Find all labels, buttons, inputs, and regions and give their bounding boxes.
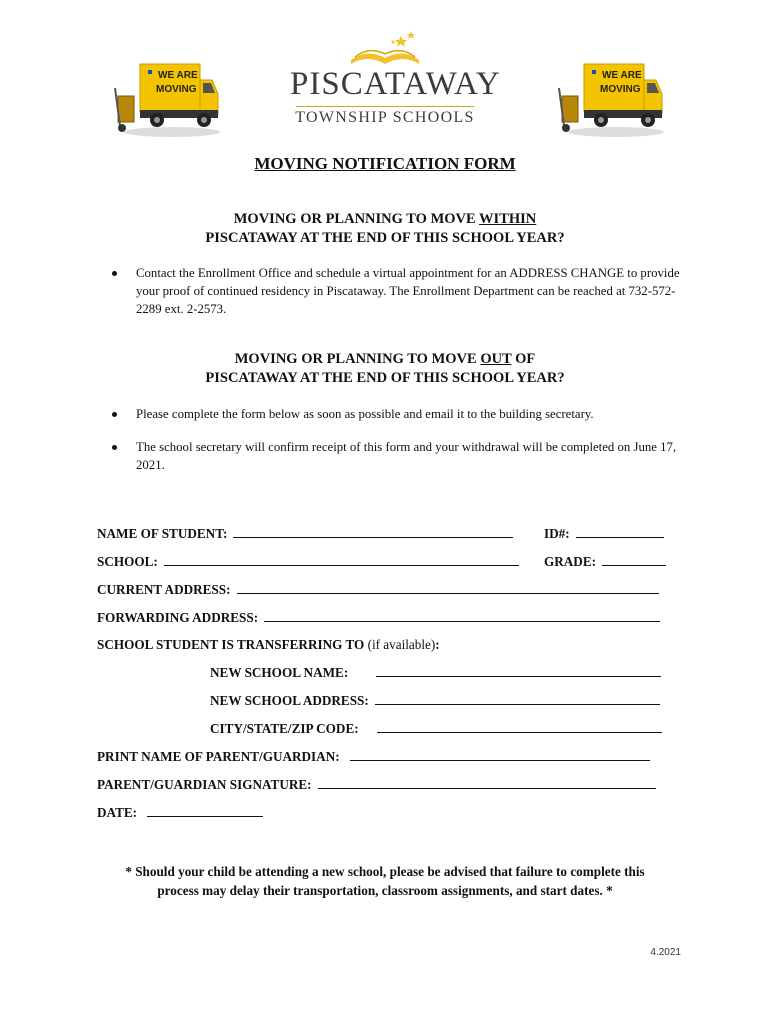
field-blank-line[interactable] <box>264 609 660 622</box>
field-blank-line[interactable] <box>318 776 656 789</box>
heading-emphasis: WITHIN <box>479 211 537 227</box>
field-label: CURRENT ADDRESS: <box>97 582 231 597</box>
section-out-heading <box>0 350 770 388</box>
heading-text-end: OF <box>511 351 536 367</box>
field-label: NEW SCHOOL NAME: <box>210 665 349 680</box>
heading-text: MOVING OR PLANNING TO MOVE <box>233 211 480 227</box>
print-name-parent-field[interactable] <box>97 748 650 766</box>
heading-emphasis: OUT <box>480 351 512 367</box>
truck-sign-line2: MOVING <box>156 84 197 95</box>
bullet-dot-icon <box>112 271 117 276</box>
field-label: PRINT NAME OF PARENT/GUARDIAN: <box>97 749 340 764</box>
field-label: SCHOOL: <box>97 554 158 569</box>
field-label: NAME OF STUDENT: <box>97 526 228 541</box>
notice-line1: * Should your child be attending a new school, please be advised that failure to complete this <box>125 864 645 879</box>
field-label: SCHOOL STUDENT IS TRANSFERRING TO <box>97 637 365 652</box>
field-blank-line[interactable] <box>147 804 263 817</box>
open-book-icon <box>345 30 425 66</box>
grade-field[interactable] <box>544 553 666 571</box>
bullet-dot-icon <box>112 445 117 450</box>
parent-signature-field[interactable] <box>97 776 656 794</box>
field-label: DATE: <box>97 805 138 820</box>
field-label: PARENT/GUARDIAN SIGNATURE: <box>97 777 312 792</box>
section-within-heading <box>0 210 770 248</box>
truck-sign-line2: MOVING <box>600 84 641 95</box>
date-field[interactable] <box>97 804 263 822</box>
field-blank-line[interactable] <box>233 525 513 538</box>
heading-text: MOVING OR PLANNING TO MOVE <box>234 351 481 367</box>
city-state-zip-field[interactable] <box>210 720 662 738</box>
logo-sub-text: TOWNSHIP SCHOOLS <box>295 109 475 126</box>
field-label: FORWARDING ADDRESS: <box>97 610 259 625</box>
moving-truck-left-illustration <box>112 58 222 138</box>
field-label: NEW SCHOOL ADDRESS: <box>210 693 369 708</box>
bullet-text: Please complete the form below as soon as possible and email it to the building secretary. <box>136 407 594 421</box>
field-label: ID#: <box>544 526 570 541</box>
heading-line2: PISCATAWAY AT THE END OF THIS SCHOOL YEAR? <box>205 370 565 386</box>
truck-sign-line1: WE ARE <box>602 70 642 81</box>
field-blank-line[interactable] <box>375 692 660 705</box>
logo-main-text: PISCATAWAY <box>290 66 501 102</box>
field-blank-line[interactable] <box>164 553 519 566</box>
field-note: (if available) <box>367 637 436 652</box>
transferring-to-label <box>97 636 440 654</box>
school-field[interactable] <box>97 553 519 571</box>
bullet-text: Contact the Enrollment Office and schedule a virtual appointment for an ADDRESS CHANGE to provide your proof of continued residency in Piscataway. The Enrollment Department can be reached at 732-572-2289 ext. 2-2573. <box>136 266 680 316</box>
form-version: 4.2021 <box>650 947 681 958</box>
field-blank-line[interactable] <box>376 664 661 677</box>
truck-sign-line1: WE ARE <box>158 70 198 81</box>
field-blank-line[interactable] <box>602 553 666 566</box>
bullet-dot-icon <box>112 412 117 417</box>
field-blank-line[interactable] <box>377 720 662 733</box>
bullet-text: The school secretary will confirm receipt of this form and your withdrawal will be completed on June 17, 2021. <box>136 440 677 472</box>
field-blank-line[interactable] <box>237 581 659 594</box>
transfer-notice <box>0 862 770 900</box>
logo-divider <box>296 106 474 107</box>
notice-line2: process may delay their transportation, classroom assignments, and start dates. * <box>157 883 613 898</box>
field-label: CITY/STATE/ZIP CODE: <box>210 721 359 736</box>
moving-truck-right-illustration <box>556 58 666 138</box>
student-id-field[interactable] <box>544 525 664 543</box>
forwarding-address-field[interactable] <box>97 609 660 627</box>
field-blank-line[interactable] <box>576 525 664 538</box>
heading-line2: PISCATAWAY AT THE END OF THIS SCHOOL YEAR? <box>205 230 565 246</box>
name-of-student-field[interactable] <box>97 525 513 543</box>
field-label: GRADE: <box>544 554 597 569</box>
current-address-field[interactable] <box>97 581 659 599</box>
new-school-name-field[interactable] <box>210 664 661 682</box>
district-logo <box>290 30 501 126</box>
new-school-address-field[interactable] <box>210 692 660 710</box>
field-colon: : <box>435 637 440 652</box>
form-title: MOVING NOTIFICATION FORM <box>254 154 516 173</box>
field-blank-line[interactable] <box>350 748 650 761</box>
